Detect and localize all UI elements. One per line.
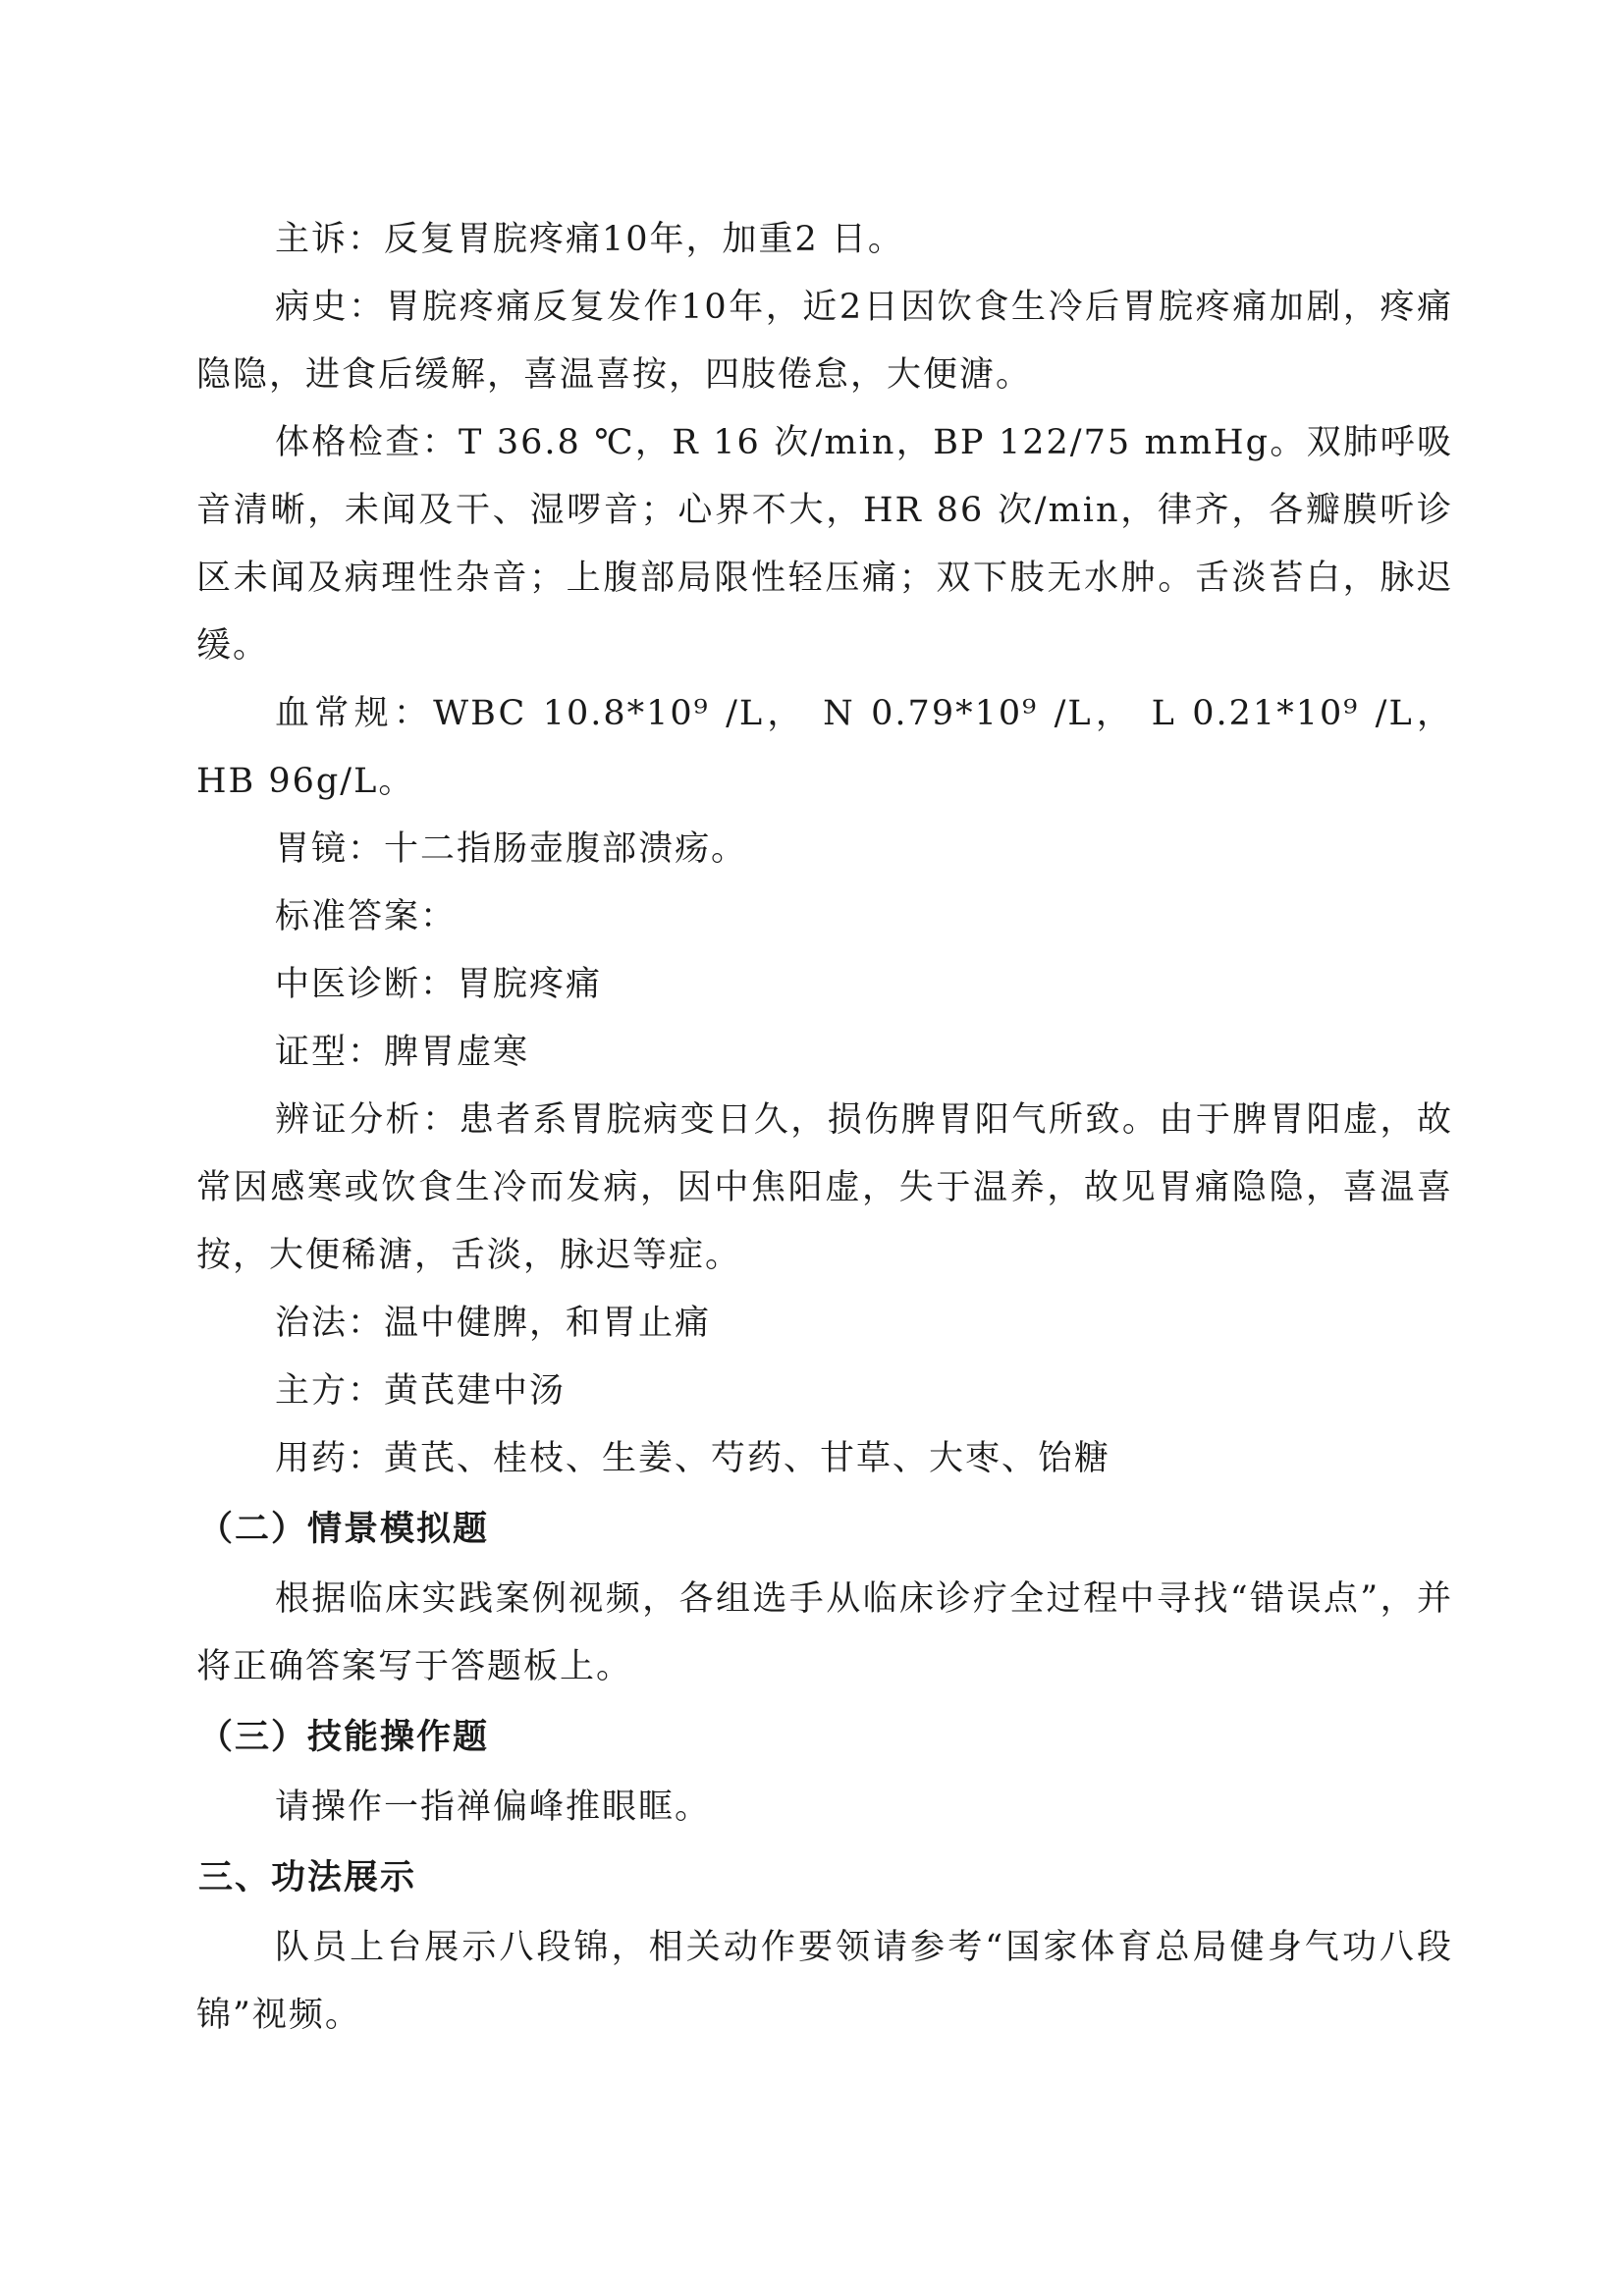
part3-text: 队员上台展示八段锦，相关动作要领请参考“国家体育总局健身气功八段锦”视频。 — [196, 1928, 1453, 2035]
section2-heading: （二）情景模拟题 — [198, 1510, 490, 1549]
herbs-used: 用药：黄芪、桂枝、生姜、芍药、甘草、大枣、饴糖 — [275, 1439, 1111, 1478]
syndrome-analysis: 辨证分析：患者系胃脘病变日久，损伤脾胃阳气所致。由于脾胃阳虚，故常因感寒或饮食生冷而发病，因中焦阳虚，失于温养，故见胃痛隐隐，喜温喜按，大便稀溏，舌淡，脉迟等症。 — [196, 1100, 1453, 1275]
physical-exam: 体格检查：T 36.8 ℃，R 16 次/min，BP 122/75 mmHg。双肺呼吸音清晰，未闻及干、湿啰音；心界不大，HR 86 次/min，律齐，各瓣膜听诊区未闻及病理性杂音；上腹部局限性轻压痛；双下肢无水肿。舌淡苔白，脉迟缓。 — [196, 423, 1453, 666]
blood-routine: 血常规：WBC 10.8*10⁹ /L， N 0.79*10⁹ /L， L 0.21*10⁹ /L， HB 96g/L。 — [196, 694, 1453, 801]
section3-text: 请操作一指禅偏峰推眼眶。 — [275, 1788, 712, 1827]
main-formula: 主方：黄芪建中汤 — [275, 1371, 567, 1411]
tcm-diagnosis: 中医诊断：胃脘疼痛 — [275, 965, 603, 1004]
part3-heading: 三、功法展示 — [198, 1858, 417, 1897]
standard-answer-label: 标准答案： — [275, 897, 458, 936]
treatment-method: 治法：温中健脾，和胃止痛 — [275, 1304, 712, 1343]
chief-complaint: 主诉：反复胃脘疼痛10年，加重2 日。 — [275, 220, 904, 259]
page-content — [196, 206, 1453, 2050]
section2-text: 根据临床实践案例视频，各组选手从临床诊疗全过程中寻找“错误点”，并将正确答案写于答题板上。 — [196, 1579, 1453, 1686]
medical-history: 病史：胃脘疼痛反复发作10年，近2日因饮食生冷后胃脘疼痛加剧，疼痛隐隐，进食后缓解，喜温喜按，四肢倦怠，大便溏。 — [196, 288, 1453, 395]
syndrome-type: 证型：脾胃虚寒 — [275, 1033, 530, 1072]
section3-heading: （三）技能操作题 — [198, 1718, 490, 1757]
gastroscopy: 胃镜：十二指肠壶腹部溃疡。 — [275, 829, 748, 869]
